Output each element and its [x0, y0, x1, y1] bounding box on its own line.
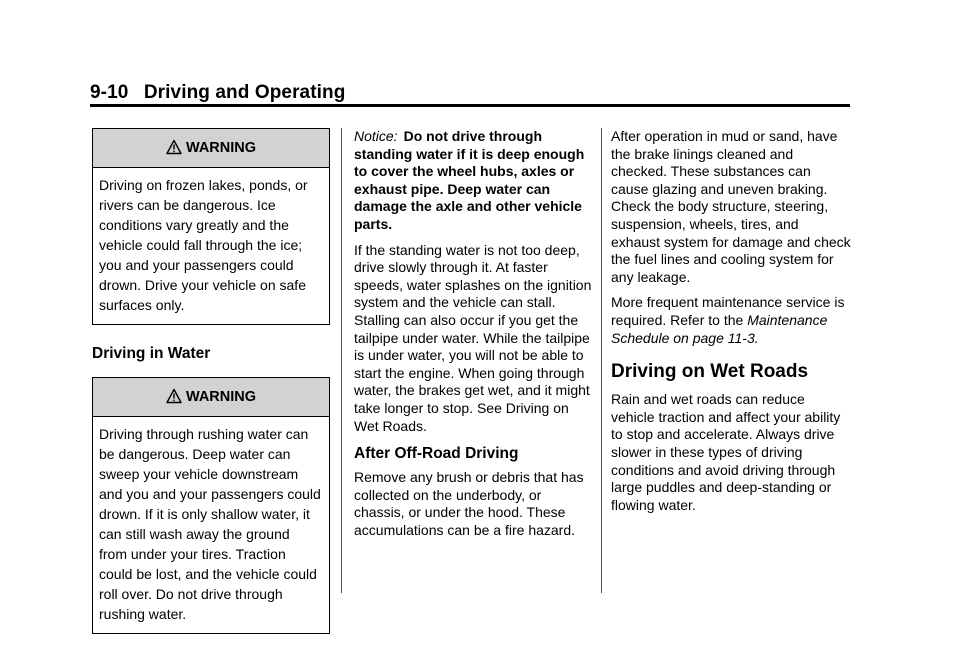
notice-label: Notice: — [354, 128, 398, 144]
warning-box-ice — [92, 128, 330, 325]
heading-after-off-road: After Off-Road Driving — [354, 445, 519, 463]
maintenance-schedule-link[interactable]: Maintenance Schedule on page 11-3. — [611, 311, 828, 346]
warning-triangle-icon — [166, 139, 182, 155]
warning-text: Driving through rushing water can be dangerous. Deep water can sweep your vehicle downstream and you and your passengers could drown. If it is only shallow water, it can still wash away the ground from under your tires. Traction could be lost, and the vehicle could roll over. Do not drive through rushing water. — [99, 426, 321, 622]
debris-paragraph: Remove any brush or debris that has collected on the underbody, or chassis, or under the hood. These accumulations can be a fire hazard. — [354, 469, 584, 538]
wet-roads-paragraph: Rain and wet roads can reduce vehicle traction and affect your ability to stop and accelerate. Always drive slower in these types of driving conditions and avoid driving through large puddles and deep-standing or flowing water. — [611, 391, 841, 513]
heading-wet-roads: Driving on Wet Roads — [611, 361, 809, 383]
maintenance-paragraph — [611, 294, 851, 347]
warning-header — [93, 378, 329, 417]
notice-text: Do not drive through standing water if it is deep enough to cover the wheel hubs, axles or exhaust pipe. Deep water can damage the axle and other vehicle parts. — [354, 128, 585, 232]
warning-label: WARNING — [185, 140, 257, 156]
column-divider-1 — [341, 128, 342, 593]
page-header — [90, 82, 850, 104]
column-divider-2 — [601, 128, 602, 593]
column-2 — [354, 128, 594, 547]
notice-paragraph — [354, 128, 594, 234]
page-number: 9-10 — [90, 82, 129, 103]
warning-triangle-icon — [166, 388, 182, 404]
warning-box-rushing-water — [92, 377, 330, 634]
warning-label: WARNING — [185, 389, 257, 405]
header-text — [90, 82, 850, 104]
section-title: Driving and Operating — [143, 82, 346, 103]
mud-sand-paragraph: After operation in mud or sand, have the brake linings cleaned and checked. These substances can cause glazing and uneven braking. Check the body structure, steering, suspension, wheels, tires, and exhaust system for damage and check the fuel lines and cooling system for any leakage. — [611, 128, 851, 285]
maintenance-text: More frequent maintenance service is required. Refer to the — [611, 294, 845, 328]
column-1 — [92, 128, 330, 634]
standing-water-paragraph: If the standing water is not too deep, drive slowly through it. At faster speeds, water splashes on the ignition system and the vehicle can stall. Stalling can also occur if you get the tailpipe under water. While the tailpipe is under water, you will not be able to start the engine. When going through water, the brakes get wet, and it might take longer to stop. See Driving on Wet Roads. — [354, 241, 592, 434]
column-3 — [611, 128, 851, 522]
warning-header — [93, 129, 329, 168]
heading-driving-in-water: Driving in Water — [92, 345, 211, 362]
header-rule — [90, 104, 850, 107]
warning-text: Driving on frozen lakes, ponds, or rivers can be dangerous. Ice conditions vary greatly and the vehicle could fall through the ice; you and your passengers could drown. Drive your vehicle on safe surfaces only. — [99, 177, 308, 313]
